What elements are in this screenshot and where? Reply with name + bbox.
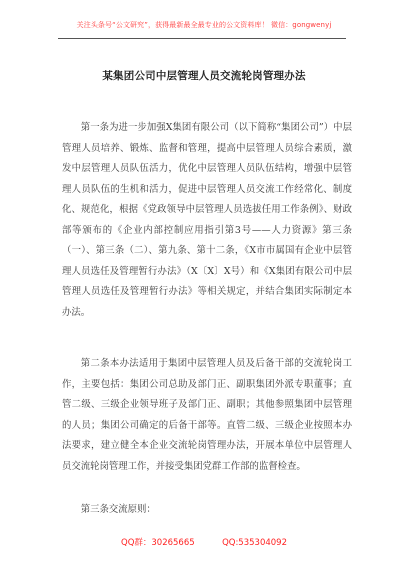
article-2-paragraph: 第二条本办法适用于集团中层管理人员及后备干部的交流轮岗工作，主要包括：集团公司总助及部门正、副职集团外派专职董事；直管二级、三级企业领导班子及部门正、副职；其他参照集团中层管理的人员；集团公司确定的后备干部等。直管二级、三级企业按照本办法要求，建立健全本企业交流轮岗管理办法，开展本单位中层管理人员交流轮岗管理工作，并接受集团党群工作部的监督检查。 — [62, 358, 352, 472]
document-title: 某集团公司中层管理人员交流轮岗管理办法 — [102, 70, 306, 82]
promo-banner: 关注头条号“公文研究”，获得最新最全最专业的公文资料库！ 微信：gongwenyj — [76, 21, 332, 29]
contact-footer — [0, 536, 408, 548]
qq-group-number: QQ群：30265665 — [121, 538, 195, 548]
header-divider — [58, 38, 346, 39]
qq-contact-number: QQ:535304092 — [222, 538, 287, 548]
article-3-paragraph: 第三条交流原则： — [80, 504, 156, 515]
article-1-paragraph: 第一条为进一步加强X集团有限公司（以下简称“集团公司”）中层管理人员培养、锻炼、监督和管理，提高中层管理人员综合素质，激发中层管理人员队伍活力，优化中层管理人员队伍结构，增强中层管理人员队伍的生机和活力，促进中层管理人员交流工作经常化、制度化、规范化，根据《党政领导中层管理人员选拔任用工作条例》、财政部等颁布的《企业内部控制应用指引第3号——人力资源》第三条（一）、第三条（二）、第九条、第十二条，《X市市属国有企业中层管理人员选任及管理暂行办法》（X〔X〕X号）和《X集团有限公司中层管理人员选任及管理暂行办法》等相关规定，并结合集团实际制定本办法。 — [62, 122, 352, 318]
